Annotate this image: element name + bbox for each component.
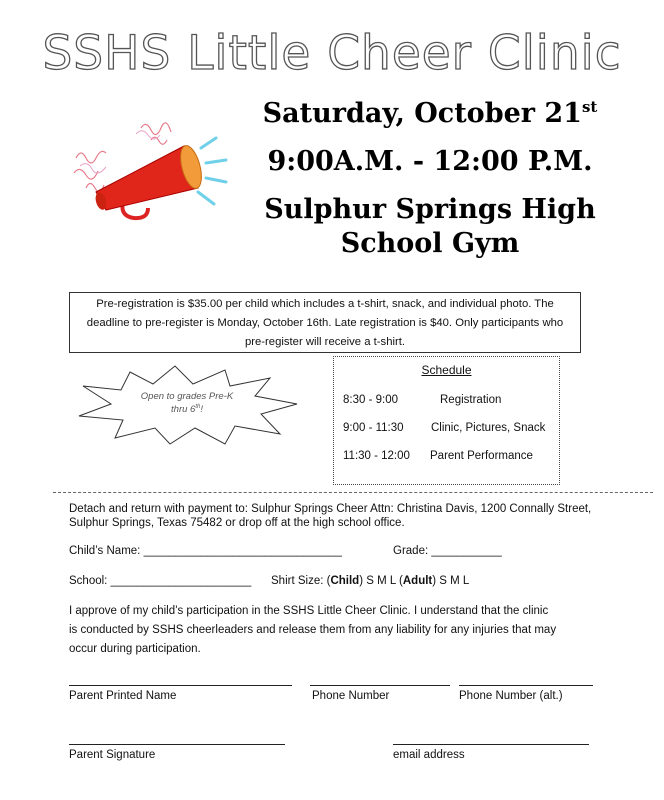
child-name-field[interactable]: Child’s Name: _______________________________ xyxy=(69,545,342,557)
consent-text: occur during participation. xyxy=(69,643,201,655)
detach-instructions: Detach and return with payment to: Sulphur Springs Cheer Attn: Christina Davis, 1200 Connally Street, xyxy=(69,503,592,515)
school-field[interactable]: School: ______________________ xyxy=(69,575,252,587)
consent-text: I approve of my child’s participation in the SSHS Little Cheer Clinic. I understand that the clinic xyxy=(69,605,549,617)
phone-line[interactable] xyxy=(310,685,450,686)
consent-text: is conducted by SSHS cheerleaders and release them from any liability for any injuries that may xyxy=(69,624,557,636)
detach-line xyxy=(53,492,653,493)
phone-alt-line[interactable] xyxy=(459,685,593,686)
parent-name-label: Parent Printed Name xyxy=(69,690,177,702)
preregistration-line: pre-register will receive a t-shirt. xyxy=(244,336,406,348)
schedule-event: Parent Performance xyxy=(430,450,533,462)
megaphone-icon xyxy=(66,118,238,234)
event-location-line2: School Gym xyxy=(340,228,520,259)
preregistration-box xyxy=(69,292,581,353)
signature-line[interactable] xyxy=(69,744,285,745)
detach-instructions: Sulphur Springs, Texas 75482 or drop off at the high school office. xyxy=(69,517,405,529)
event-location-line1: Sulphur Springs High xyxy=(264,194,596,225)
signature-label: Parent Signature xyxy=(69,749,156,761)
preregistration-line: deadline to pre-register is Monday, October 16th. Late registration is $40. Only participants who xyxy=(86,317,564,329)
preregistration-line: Pre-registration is $35.00 per child which includes a t-shirt, snack, and individual photo. The xyxy=(96,298,554,310)
event-time: 9:00A.M. - 12:00 P.M. xyxy=(267,146,593,177)
schedule-row: 11:30 - 12:00 xyxy=(343,450,410,462)
schedule-row: 8:30 - 9:00 xyxy=(343,394,398,406)
event-date: Saturday, October 21st xyxy=(262,98,598,129)
schedule-box xyxy=(333,356,560,485)
shirt-size-field[interactable]: Shirt Size: (Child) S M L (Adult) S M L xyxy=(271,575,470,587)
grades-note: Open to grades Pre-K thru 6th! xyxy=(140,391,234,416)
schedule-event: Clinic, Pictures, Snack xyxy=(431,422,546,434)
schedule-row: 9:00 - 11:30 xyxy=(343,422,404,434)
parent-name-line[interactable] xyxy=(69,685,292,686)
phone-alt-label: Phone Number (alt.) xyxy=(459,690,563,702)
phone-label: Phone Number xyxy=(312,690,390,702)
schedule-event: Registration xyxy=(440,394,502,406)
grade-field[interactable]: Grade: ___________ xyxy=(393,545,502,557)
schedule-title: Schedule xyxy=(421,363,472,377)
email-label: email address xyxy=(393,749,465,761)
page-title: SSHS Little Cheer Clinic xyxy=(42,26,622,81)
email-line[interactable] xyxy=(393,744,589,745)
